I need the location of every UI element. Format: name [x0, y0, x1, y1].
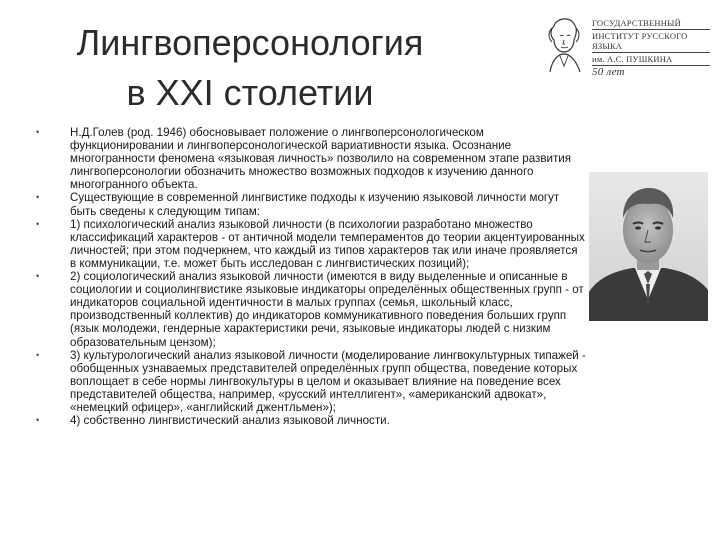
author-photo: [589, 172, 708, 321]
institute-logo: [540, 14, 710, 78]
bullet-icon: •: [36, 127, 40, 137]
bullet-icon: •: [36, 415, 40, 426]
bullet-text: 4) собственно лингвистический анализ языковой личности.: [70, 414, 390, 428]
pushkin-portrait-icon: [540, 14, 588, 74]
bullet-icon: •: [36, 349, 40, 360]
bullet-text: Существующие в современной лингвистике подходы к изучению языковой личности могут быть сведены к следующим типам:: [70, 191, 560, 218]
bullet-text: 3) культурологический анализ языковой личности (моделирование лингвокультурных типажей - обобщенных узнаваемых представителей определённых групп общества, поведение которых воплощает в себе нормы лингвокультуры в целом и оказывает влияние на поведение всех представителей общества, например, «русский интеллигент», «американский адвокат», «немецкий офицер», «английский джентльмен»);: [70, 348, 586, 414]
bullet-list-container: [36, 126, 586, 427]
bullet-item: [36, 126, 586, 191]
bullet-item: [36, 191, 586, 217]
institute-name-line-1: ГОСУДАРСТВЕННЫЙ: [592, 18, 710, 30]
bullet-text: Н.Д.Голев (род. 1946) обосновывает положение о лингвоперсонологическом функционировании и лингвоперсонологической вариативности языка. Осознание многогранности феномена «языковая личность» позволило на современном этапе развития лингвоперсонологии обозначить множество возможных подходов к изучению данного многогранного объекта.: [70, 126, 572, 192]
institute-name-line-3: им. А.С. ПУШКИНА: [592, 54, 710, 66]
bullet-list: [36, 126, 586, 427]
institute-name: [592, 18, 710, 79]
bullet-item: [36, 349, 586, 414]
institute-name-line-2: ИНСТИТУТ РУССКОГО ЯЗЫКА: [592, 31, 710, 53]
bullet-icon: •: [36, 271, 40, 282]
bullet-text: 2) социологический анализ языковой личности (имеются в виду выделенные и описанные в социологии и социолингвистике языковые индикаторы определённых общественных групп - от индикаторов социальной идентичности в малых группах (семья, школьный класс, производственный коллектив) до индикаторов коммуникативного поведения больших групп (язык молодежи, гендерные характеристики речи, языковые индикаторы людей с низким образовательным цензом);: [70, 270, 584, 349]
bullet-icon: •: [36, 218, 40, 229]
bullet-text: 1) психологический анализ языковой личности (в психологии разработано множество классификаций характеров - от античной модели темпераментов до теории акцентуированных личностей; при этом подчеркнем, что каждый из типов характеров так или иначе проявляется в коммуникации, т.е. может быть исследован с лингвистических позиций);: [70, 217, 585, 270]
slide-title: [30, 18, 470, 118]
slide-title-line-2: в XXI столетии: [126, 72, 374, 113]
anniversary-label: 50 лет: [592, 66, 625, 78]
bullet-icon: •: [36, 192, 40, 203]
bullet-item: [36, 414, 586, 427]
slide-title-line-1: Лингвоперсонология: [76, 22, 424, 63]
bullet-item: [36, 270, 586, 349]
bullet-item: [36, 218, 586, 270]
